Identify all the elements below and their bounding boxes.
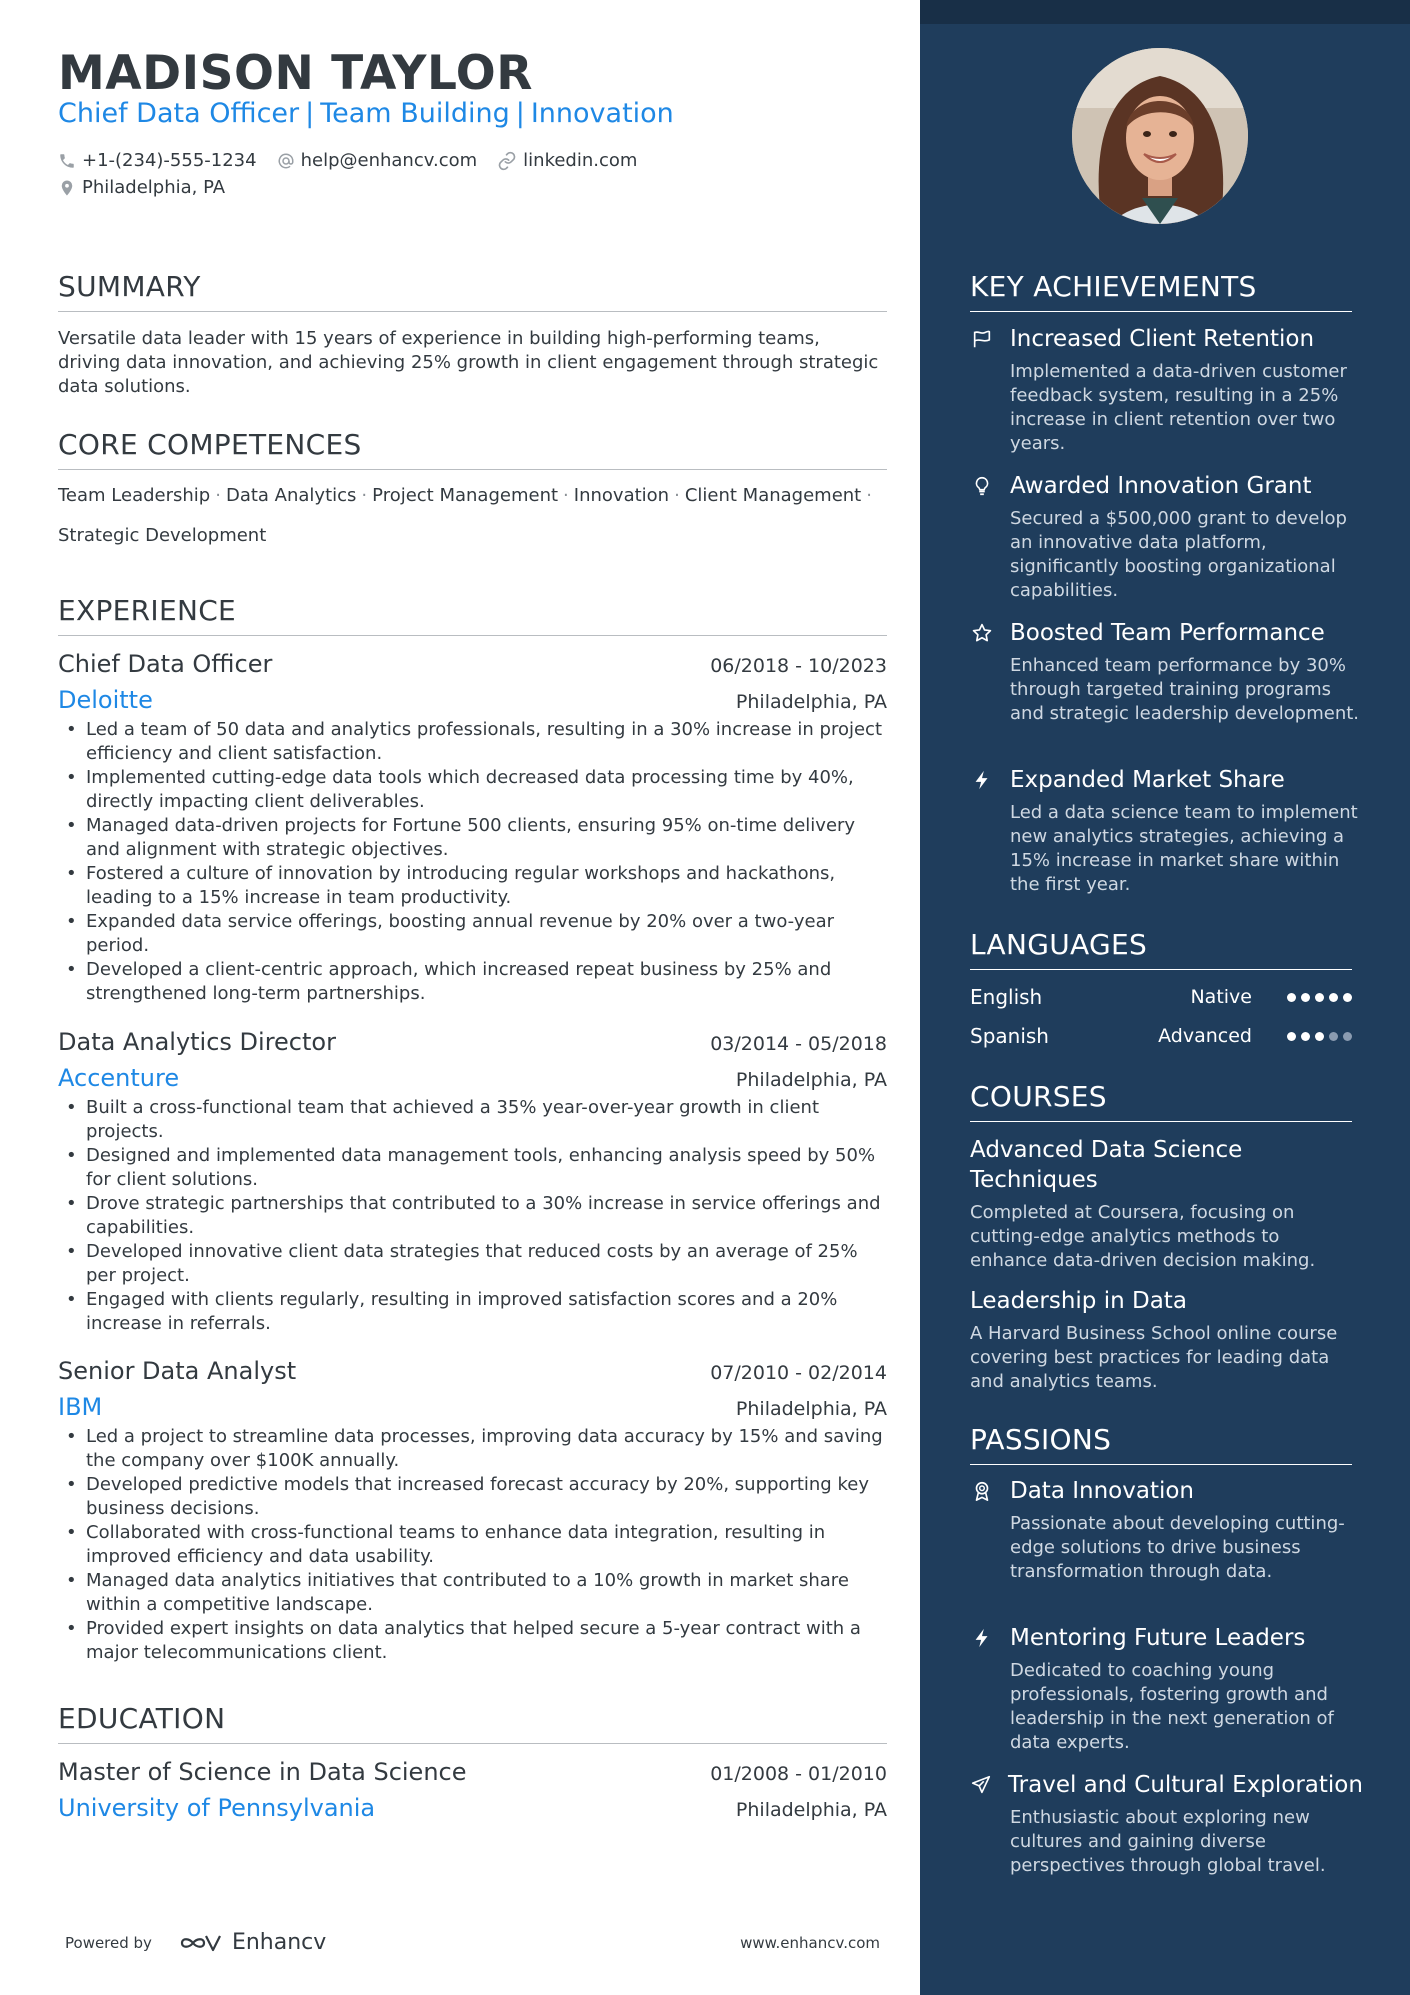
competence-separator: · [361,485,368,506]
list-item: • Managed data-driven projects for Fortune 500 clients, ensuring 95% on-time delivery and alignment with strategic objectives. [58,814,887,862]
competence-item: Team Leadership [58,485,211,506]
achievement-desc: Implemented a data-driven customer feedback system, resulting in a 25% increase in client retention over two years. [1010,361,1347,454]
competence-separator: · [674,485,680,506]
language-item-english [970,985,1352,1009]
lightning-icon [970,768,994,792]
courses-heading: COURSES [970,1080,1352,1122]
candidate-name: MADISON TAYLOR [58,46,533,101]
school-name[interactable]: University of Pennsylvania [58,1794,376,1822]
tagline-skill: Team Building [320,98,510,129]
job-location: Philadelphia, PA [735,691,887,713]
education-heading: EDUCATION [58,1702,887,1744]
list-item: • Led a team of 50 data and analytics professionals, resulting in a 30% increase in project efficiency and client satisfaction. [58,718,887,766]
lightning-icon [970,1626,994,1650]
rating-dot-filled [1329,993,1338,1002]
achievement-desc: Enhanced team performance by 30% through targeted training programs and strategic leadership development. [1010,655,1360,724]
contact-phone[interactable] [58,150,257,171]
rating-dot-empty [1343,1032,1352,1041]
language-item-spanish [970,1024,1352,1048]
lightbulb-icon [970,474,994,498]
achievement-title: Increased Client Retention [1010,326,1315,352]
achievements-heading: KEY ACHIEVEMENTS [970,270,1352,312]
email-text: help@enhancv.com [300,150,478,171]
job-title: Senior Data Analyst [58,1357,297,1385]
course-title: Advanced Data Science Techniques [970,1137,1243,1193]
job-title: Chief Data Officer [58,650,273,678]
list-item: • Drove strategic partnerships that contributed to a 30% increase in service offerings and capabilities. [58,1192,887,1240]
star-icon [970,621,994,645]
enhancv-logo[interactable] [178,1930,326,1955]
tagline-separator: | [305,98,315,129]
achievement-title: Awarded Innovation Grant [1010,473,1312,499]
link-icon [497,151,517,171]
profile-photo [1072,48,1248,224]
achievement-desc: Led a data science team to implement new analytics strategies, achieving a 15% increase in market share within the first year. [1010,802,1358,895]
rating-dot-filled [1315,993,1324,1002]
competence-item: Innovation [573,485,670,506]
list-item: • Expanded data service offerings, boosting annual revenue by 20% over a two-year period. [58,910,887,958]
tagline-focus: Innovation [530,98,674,129]
at-icon [277,152,295,170]
job-title: Data Analytics Director [58,1028,336,1056]
job-company[interactable]: IBM [58,1393,103,1421]
job-company[interactable]: Deloitte [58,686,153,714]
job-location: Philadelphia, PA [735,1069,887,1091]
job-dates: 03/2014 - 05/2018 [710,1033,887,1055]
competences-heading: CORE COMPETENCES [58,428,887,470]
tagline [58,98,674,129]
course-desc: A Harvard Business School online course covering best practices for leading data and analytics teams. [970,1323,1338,1392]
list-item: • Fostered a culture of innovation by introducing regular workshops and hackathons, leading to a 15% increase in team productivity. [58,862,887,910]
course-item [970,1135,1352,1273]
footer [65,1930,880,1955]
list-item: • Engaged with clients regularly, resulting in improved satisfaction scores and a 20% increase in referrals. [58,1288,887,1336]
rating-dot-filled [1287,993,1296,1002]
passion-item [970,1478,1360,1584]
contact-row [58,150,657,171]
passion-desc: Dedicated to coaching young professionals, fostering growth and leadership in the next generation of data experts. [1010,1660,1334,1753]
contact-linkedin[interactable] [497,150,637,171]
sidebar-top-band [920,0,1410,24]
course-title: Leadership in Data [970,1288,1187,1314]
passion-title: Mentoring Future Leaders [1010,1625,1306,1651]
powered-by-label: Powered by [65,1933,152,1952]
language-level: Native [1190,986,1252,1008]
competence-item: Strategic Development [58,525,267,546]
list-item: • Designed and implemented data management tools, enhancing analysis speed by 50% for client solutions. [58,1144,887,1192]
language-level: Advanced [1158,1025,1252,1047]
education-dates: 01/2008 - 01/2010 [710,1763,887,1785]
rating-dot-filled [1301,993,1310,1002]
job-entry-deloitte [58,650,887,1006]
passion-item [970,1625,1360,1755]
job-bullets [58,718,887,1006]
course-item [970,1286,1352,1394]
competences-list [58,476,887,556]
competence-separator: · [866,485,872,506]
education-location: Philadelphia, PA [735,1799,887,1821]
passions-heading: PASSIONS [970,1423,1352,1465]
job-entry-accenture [58,1028,887,1336]
job-company[interactable]: Accenture [58,1064,180,1092]
rating-dot-filled [1343,993,1352,1002]
achievement-item [970,767,1360,897]
phone-icon [58,152,76,170]
tagline-separator: | [515,98,525,129]
list-item: • Led a project to streamline data processes, improving data accuracy by 15% and saving the company over $100K annually. [58,1425,887,1473]
passion-title: Travel and Cultural Exploration [1008,1772,1363,1798]
website-link[interactable]: www.enhancv.com [740,1933,880,1952]
list-item: • Developed predictive models that increased forecast accuracy by 20%, supporting key business decisions. [58,1473,887,1521]
achievement-title: Boosted Team Performance [1010,620,1325,646]
rating-dot-filled [1287,1032,1296,1041]
list-item: • Developed a client-centric approach, which increased repeat business by 25% and strengthened long-term partnerships. [58,958,887,1006]
list-item: • Provided expert insights on data analytics that helped secure a 5-year contract with a major telecommunications client. [58,1617,887,1665]
achievement-item [970,326,1360,456]
course-desc: Completed at Coursera, focusing on cutting-edge analytics methods to enhance data-driven decision making. [970,1202,1316,1271]
passion-item [970,1772,1363,1878]
list-item: • Developed innovative client data strategies that reduced costs by an average of 25% per project. [58,1240,887,1288]
achievement-title: Expanded Market Share [1010,767,1285,793]
contact-location [58,177,225,198]
achievement-item [970,473,1360,603]
language-rating [1282,993,1352,1002]
job-bullets [58,1425,887,1665]
languages-heading: LANGUAGES [970,928,1352,970]
location-pin-icon [58,178,76,198]
language-name: Spanish [970,1024,1049,1048]
job-dates: 07/2010 - 02/2014 [710,1362,887,1384]
experience-heading: EXPERIENCE [58,594,887,636]
location-text: Philadelphia, PA [82,177,226,198]
list-item: • Built a cross-functional team that achieved a 35% year-over-year growth in client projects. [58,1096,887,1144]
brand-name: Enhancv [231,1930,327,1955]
language-name: English [970,985,1043,1009]
passion-desc: Passionate about developing cutting-edge solutions to drive business transformation through data. [1010,1513,1345,1582]
competence-separator: · [215,485,221,506]
competence-item: Client Management [684,485,862,506]
linkedin-text: linkedin.com [523,150,638,171]
phone-text: +1-(234)-555-1234 [82,150,257,171]
passion-desc: Enthusiastic about exploring new cultures and gaining diverse perspectives through global travel. [1010,1807,1326,1876]
summary-text: Versatile data leader with 15 years of experience in building high-performing teams, driving data innovation, and achieving 25% growth in client engagement through strategic data solutions. [58,328,879,397]
competence-item: Data Analytics [225,485,357,506]
enhancv-logo-icon [178,1931,224,1955]
plane-icon [970,1773,992,1797]
degree-title: Master of Science in Data Science [58,1758,467,1786]
competence-item: Project Management [372,485,559,506]
list-item: • Collaborated with cross-functional teams to enhance data integration, resulting in improved efficiency and data usability. [58,1521,887,1569]
achievement-item [970,620,1360,726]
tagline-role: Chief Data Officer [58,98,300,129]
job-location: Philadelphia, PA [735,1398,887,1420]
sidebar [920,0,1410,1995]
rating-dot-filled [1301,1032,1310,1041]
contact-email[interactable] [277,150,478,171]
rating-dot-filled [1315,1032,1324,1041]
competence-separator: · [563,485,569,506]
job-bullets [58,1096,887,1336]
flag-icon [970,327,994,351]
passion-title: Data Innovation [1010,1478,1194,1504]
avatar [1072,48,1248,224]
list-item: • Implemented cutting-edge data tools which decreased data processing time by 40%, directly impacting client deliverables. [58,766,887,814]
summary-heading: SUMMARY [58,270,887,312]
location-row [58,177,245,198]
award-icon [970,1479,994,1503]
achievement-desc: Secured a $500,000 grant to develop an innovative data platform, significantly boosting organizational capabilities. [1010,508,1347,601]
education-entry [58,1758,887,1822]
job-entry-ibm [58,1357,887,1665]
list-item: • Managed data analytics initiatives that contributed to a 10% growth in market share within a competitive landscape. [58,1569,887,1617]
language-rating [1282,1032,1352,1041]
rating-dot-empty [1329,1032,1338,1041]
job-dates: 06/2018 - 10/2023 [710,655,887,677]
